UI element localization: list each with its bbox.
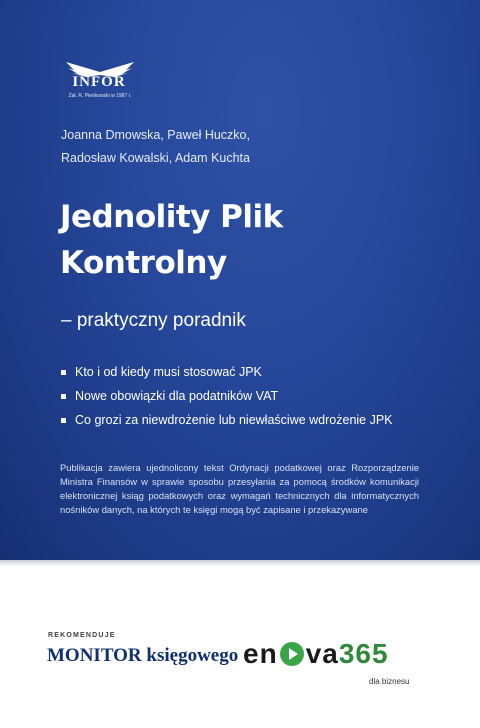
book-subtitle: – praktyczny poradnik [61,310,246,331]
book-description: Publikacja zawiera ujednolicony tekst Ordynacji podatkowej oraz Rozporządzenie Ministra Finansów w sprawie sposobu przesyłania za pomocą środków komunikacji elektronicznej ksiąg podatkowych oraz wymagań technicznych dla informatycznych nośników danych, na których te księgi mogą być zapisane i przekazywane [60,462,419,515]
divider [0,560,480,566]
publisher-logo [58,60,138,104]
monitor-ksiegowego-logo: MONITOR księgowego [47,645,239,666]
book-title-line-1: Jednolity Plik [60,199,283,235]
enova-tagline: dla biznesu [369,677,410,686]
book-title-line-2: Kontrolny [60,245,227,281]
feature-item: Nowe obowiązki dla podatników VAT [60,389,393,413]
feature-list [60,365,393,437]
authors-line-2: Radosław Kowalski, Adam Kuchta [61,151,250,165]
enova-number: 365 [338,638,389,669]
feature-item: Kto i od kiedy musi stosować JPK [60,365,393,389]
authors-line-1: Joanna Dmowska, Paweł Huczko, [61,128,250,142]
play-circle-icon [279,641,305,674]
enova-suffix: va [305,638,339,669]
publisher-name: INFOR [72,74,126,90]
enova-prefix: en [243,638,278,669]
feature-item: Co grozi za niewdrożenie lub niewłaściwe wdrożenie JPK [60,413,393,437]
publisher-founded: Zał. R. Pieńkowski w 1987 r. [68,93,132,99]
enova365-logo [243,638,389,674]
recommends-label: REKOMENDUJE [48,632,116,639]
